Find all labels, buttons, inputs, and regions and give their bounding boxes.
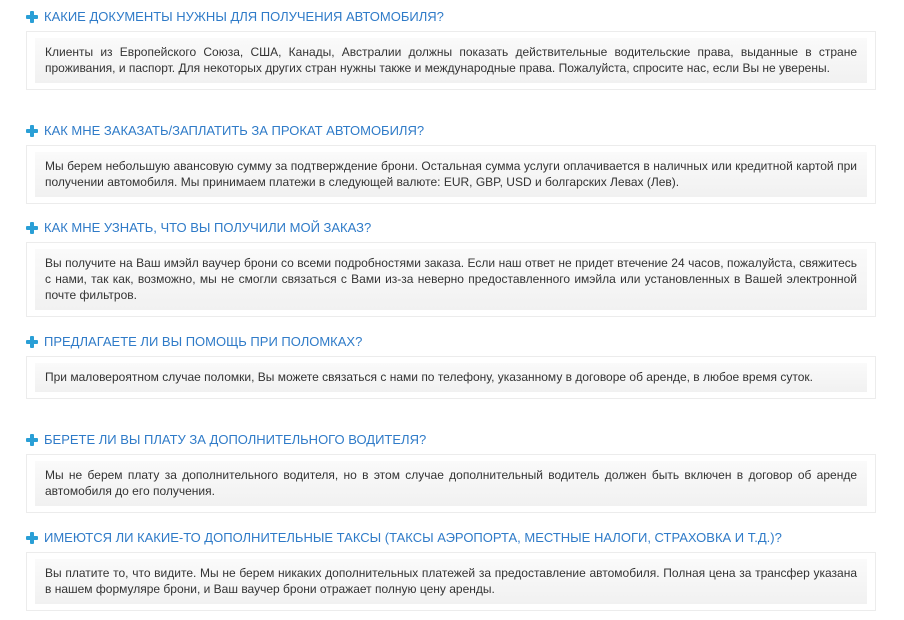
faq-answer [26,356,876,399]
faq-answer-text: Мы берем небольшую авансовую сумму за подтверждение брони. Остальная сумма услуги оплачивается в наличных или кредитной картой при получении автомобиля. Мы принимаем платежи в следующей валюте: EUR, GBP, USD и болгарских Левах (Лев). [45,159,857,189]
faq-answer-text: Вы получите на Ваш имэйл ваучер брони со всеми подробностями заказа. Если наш ответ не придет втечение 24 часов, пожалуйста, свяжитесь с нами, так как, возможно, мы не смогли связаться с Вами из-за неверно предоставленного имэйла или установленных в Вашей электронной почте фильтров. [45,256,857,302]
faq-question[interactable] [26,334,362,350]
faq-answer-text: Вы платите то, что видите. Мы не берем никаких дополнительных платежей за предоставление автомобиля. Полная цена за трансфер указана в нашем формуляре брони, и Ваш ваучер брони отражает полную цену аренды. [45,566,857,596]
faq-question-text[interactable]: КАК МНЕ УЗНАТЬ, ЧТО ВЫ ПОЛУЧИЛИ МОЙ ЗАКАЗ? [44,220,372,235]
plus-icon[interactable] [26,11,38,23]
faq-question[interactable] [26,432,426,448]
faq-answer [26,145,876,204]
faq-answer-text: При маловероятном случае поломки, Вы можете связаться с нами по телефону, указанному в договоре об аренде, в любое время суток. [45,370,813,384]
faq-question-text[interactable]: КАКИЕ ДОКУМЕНТЫ НУЖНЫ ДЛЯ ПОЛУЧЕНИЯ АВТОМОБИЛЯ? [44,9,444,24]
faq-answer-panel [35,461,867,506]
faq-answer-panel [35,559,867,604]
faq-answer-panel [35,249,867,310]
faq-answer-text: Мы не берем плату за дополнительного водителя, но в этом случае дополнительный водитель должен быть включен в договор об аренде автомобиля до его получения. [45,468,857,498]
plus-icon[interactable] [26,532,38,544]
faq-question[interactable] [26,220,371,236]
faq-question-text[interactable]: ПРЕДЛАГАЕТЕ ЛИ ВЫ ПОМОЩЬ ПРИ ПОЛОМКАХ? [44,334,363,349]
plus-icon[interactable] [26,125,38,137]
faq-answer-panel [35,363,867,392]
faq-question[interactable] [26,9,444,25]
faq-answer-text: Клиенты из Европейского Союза, США, Канады, Австралии должны показать действительные водительские права, выданные в стране проживания, и паспорт. Для некоторых других стран нужны также и международные права. Пожалуйста, спросите нас, если Вы не уверены. [45,45,857,75]
faq-question[interactable] [26,530,782,546]
faq-answer [26,552,876,611]
plus-icon[interactable] [26,434,38,446]
faq-question[interactable] [26,123,424,139]
faq-answer [26,242,876,317]
faq-answer [26,454,876,513]
plus-icon[interactable] [26,222,38,234]
faq-question-text[interactable]: ИМЕЮТСЯ ЛИ КАКИЕ-ТО ДОПОЛНИТЕЛЬНЫЕ ТАКСЫ (ТАКСЫ АЭРОПОРТА, МЕСТНЫЕ НАЛОГИ, СТРАХОВКА И Т.Д.)? [44,530,782,545]
faq-answer [26,31,876,90]
faq-question-text[interactable]: КАК МНЕ ЗАКАЗАТЬ/ЗАПЛАТИТЬ ЗА ПРОКАТ АВТОМОБИЛЯ? [44,123,425,138]
faq-question-text[interactable]: БЕРЕТЕ ЛИ ВЫ ПЛАТУ ЗА ДОПОЛНИТЕЛЬНОГО ВОДИТЕЛЯ? [44,432,427,447]
plus-icon[interactable] [26,336,38,348]
faq-answer-panel [35,38,867,83]
faq-answer-panel [35,152,867,197]
